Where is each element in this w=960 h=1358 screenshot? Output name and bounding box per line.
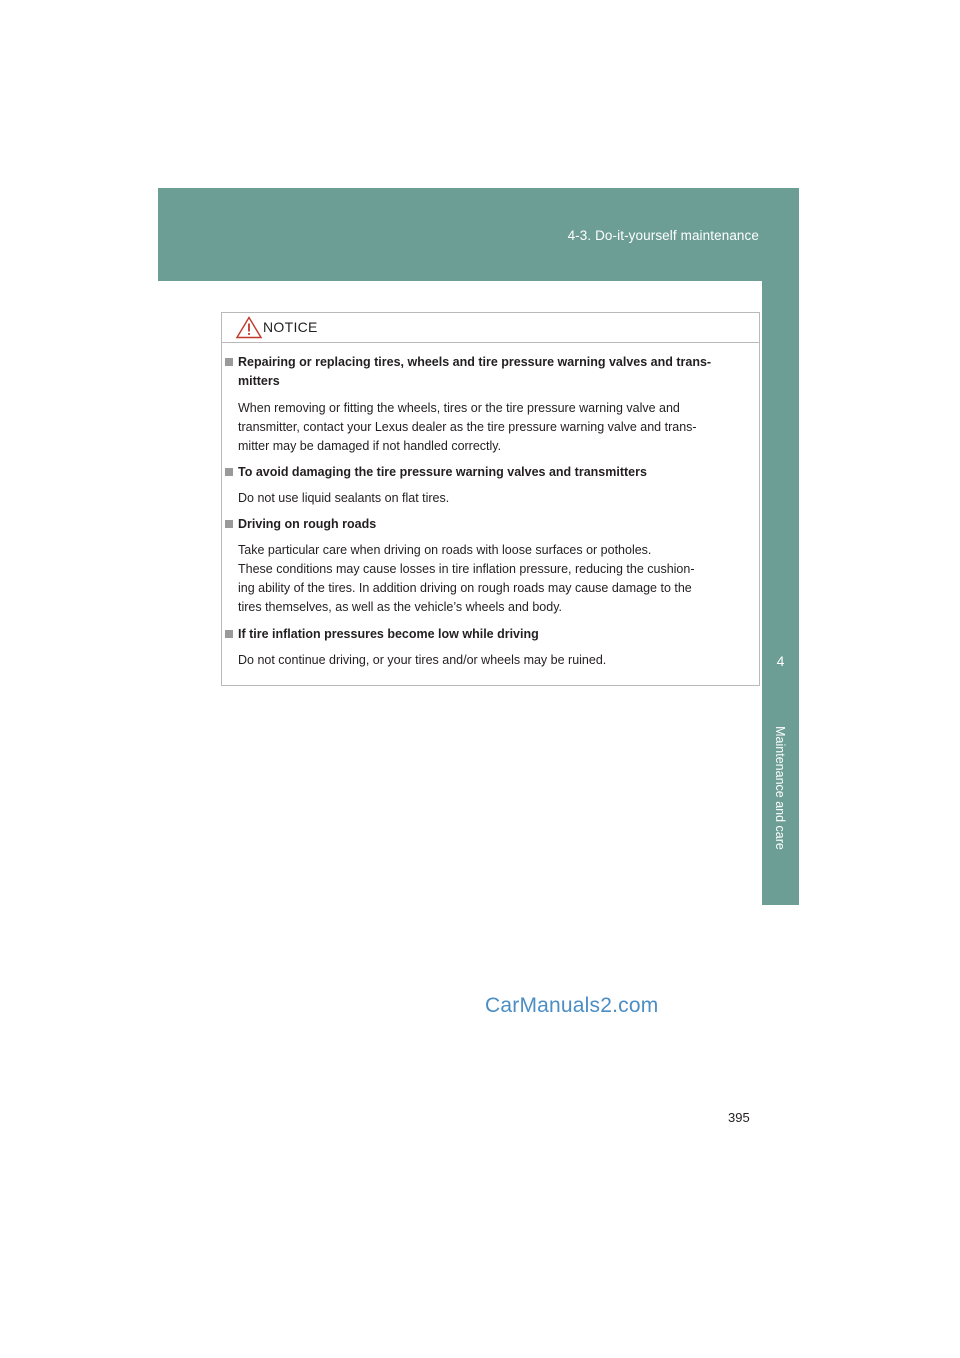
notice-item-heading: Driving on rough roads [225,515,755,534]
notice-item-text-line: tires themselves, as well as the vehicle’s wheels and body. [238,600,563,614]
bullet-square-icon [225,630,233,638]
notice-item-text-line: Take particular care when driving on roads with loose surfaces or potholes. [238,543,652,557]
section-title: 4-3. Do-it-yourself maintenance [567,228,759,243]
notice-box [221,312,760,686]
watermark-logo[interactable]: CarManuals2.com [485,994,659,1017]
chapter-label: Maintenance and care [773,726,787,850]
bullet-square-icon [225,358,233,366]
chapter-side-tab [762,281,799,905]
notice-item-text-line: Do not continue driving, or your tires and/or wheels may be ruined. [238,653,607,667]
notice-item-text-line: mitter may be damaged if not handled correctly. [238,439,502,453]
chapter-number: 4 [776,653,785,669]
notice-item-heading: If tire inflation pressures become low while driving [225,625,755,644]
notice-header [222,313,759,343]
notice-item-text-line: ing ability of the tires. In addition driving on rough roads may cause damage to the [238,581,692,595]
notice-title: NOTICE [263,319,318,335]
notice-item-heading-continued: mitters [238,374,280,388]
bullet-square-icon [225,468,233,476]
page-number: 395 [728,1110,750,1125]
notice-item-text-line: These conditions may cause losses in tire inflation pressure, reducing the cushion- [238,562,695,576]
notice-item-text-line: transmitter, contact your Lexus dealer as the tire pressure warning valve and trans- [238,420,697,434]
notice-item-text-line: When removing or fitting the wheels, tires or the tire pressure warning valve and [238,401,680,415]
header-band [158,188,799,281]
bullet-square-icon [225,520,233,528]
warning-triangle-icon [236,316,262,339]
notice-item-heading: To avoid damaging the tire pressure warning valves and transmitters [225,463,755,482]
notice-item-heading: Repairing or replacing tires, wheels and tire pressure warning valves and trans- [225,353,755,372]
notice-item-text-line: Do not use liquid sealants on flat tires. [238,491,450,505]
